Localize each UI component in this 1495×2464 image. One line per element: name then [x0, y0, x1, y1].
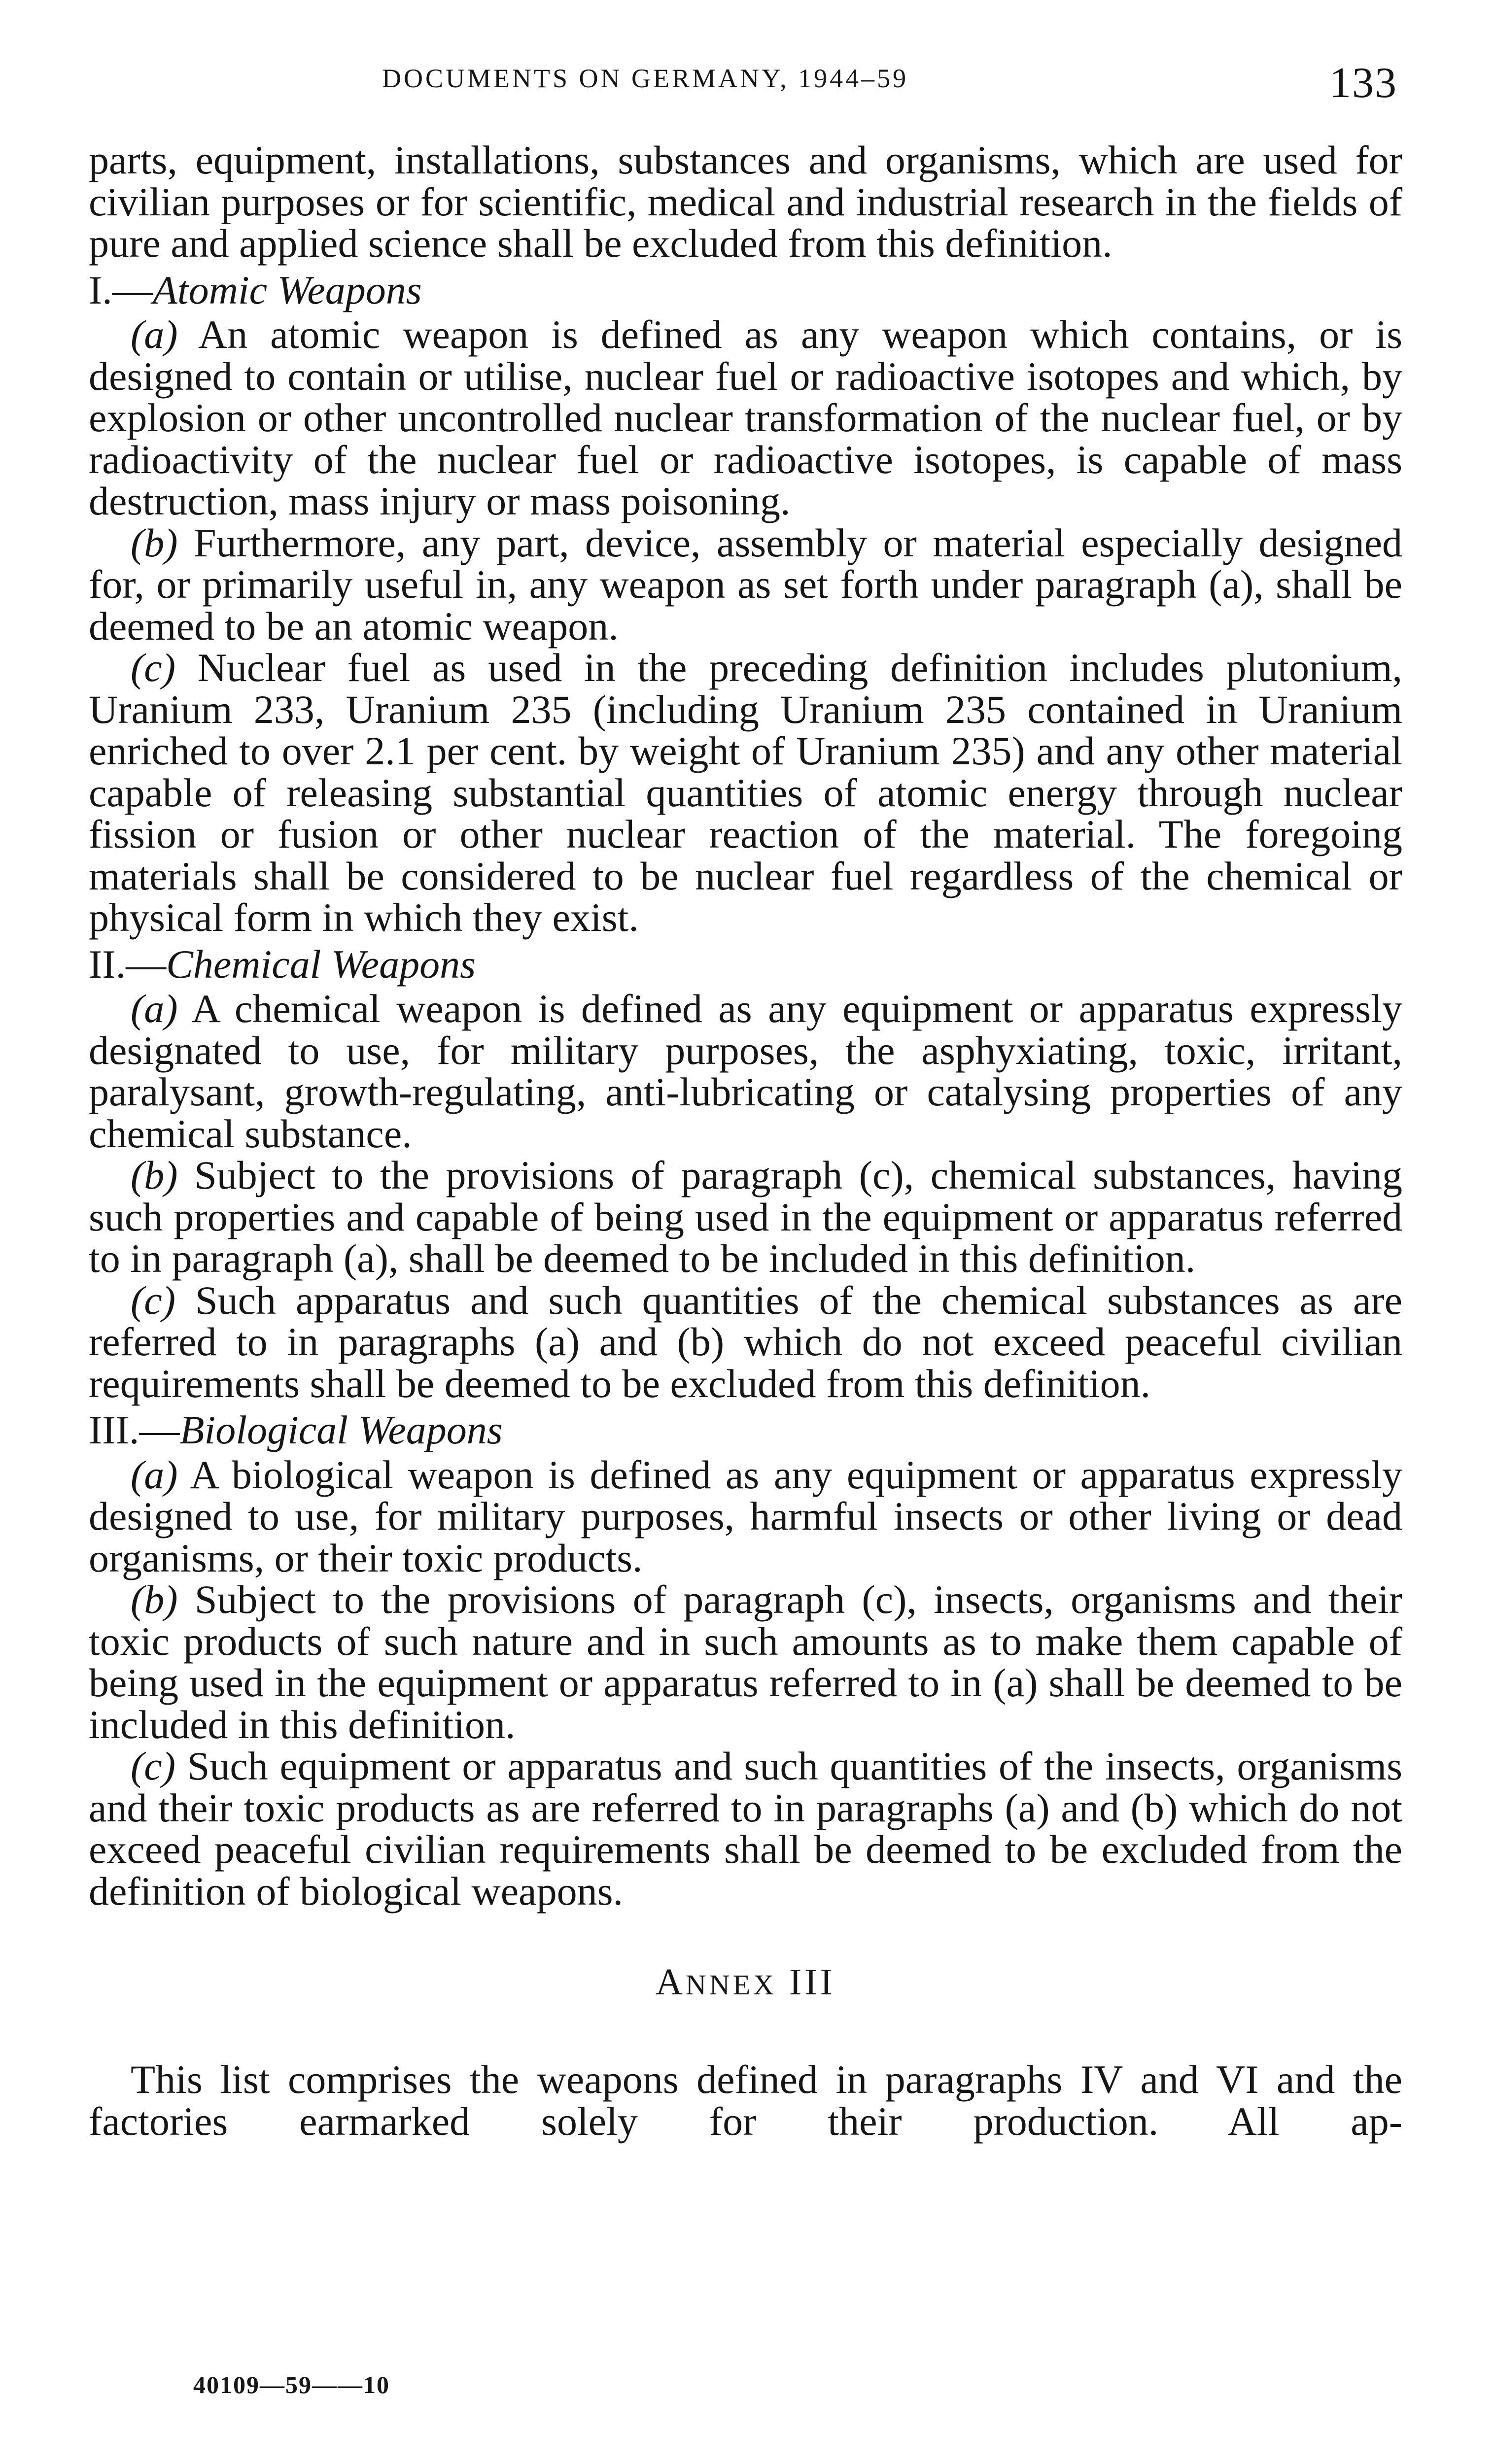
- print-code: 40109—59——10: [193, 2371, 390, 2398]
- paragraph-label: (a): [131, 986, 178, 1031]
- paragraph-text: Subject to the provisions of paragraph (c), chemical substances, having such properties and capable of being used in the equipment or apparatus referred to in paragraph (a), shall be deemed to be included in this definition.: [89, 1153, 1402, 1281]
- chemical-paragraph-c: [89, 1277, 1402, 1406]
- paragraph-text: Such apparatus and such quantities of the chemical substances as are referred to in paragraphs (a) and (b) which do not exceed peaceful civilian requirements shall be deemed to be excluded from this definition.: [89, 1277, 1402, 1406]
- biological-paragraph-a: [89, 1454, 1402, 1579]
- biological-paragraph-b: [89, 1579, 1402, 1745]
- paragraph-label: (b): [131, 1577, 178, 1622]
- section-heading-chemical: [89, 941, 1402, 987]
- annex-title-numeral: III: [789, 1961, 835, 2003]
- atomic-paragraph-a: [89, 314, 1402, 522]
- section-title: Chemical Weapons: [166, 941, 476, 987]
- paragraph-label: (c): [131, 1744, 176, 1788]
- section-numeral: III.—: [89, 1407, 180, 1452]
- page-body: [89, 139, 1402, 2142]
- paragraph-text: A chemical weapon is defined as any equipment or apparatus expressly designated to use, for military purposes, the asphyxiating, toxic, irritant, paralysant, growth-regulating, anti-lubricating or catalysing properties of any chemical substance.: [89, 986, 1402, 1156]
- paragraph-text: Furthermore, any part, device, assembly or material especially designed for, or primarily useful in, any weapon as set forth under paragraph (a), shall be deemed to be an atomic weapon.: [89, 520, 1402, 649]
- paragraph-label: (b): [131, 520, 178, 565]
- section-numeral: II.—: [89, 941, 167, 987]
- paragraph-text: An atomic weapon is defined as any weapon which contains, or is designed to contain or utilise, nuclear fuel or radioactive isotopes and which, by explosion or other uncontrolled nuclear transformation of the nuclear fuel, or by radioactivity of the nuclear fuel or radioactive isotopes, is capable of mass destruction, mass injury or mass poisoning.: [89, 312, 1402, 523]
- paragraph-label: (a): [131, 1452, 178, 1497]
- section-title: Biological Weapons: [179, 1407, 503, 1452]
- annex-title: [89, 1961, 1402, 2006]
- atomic-paragraph-c: [89, 647, 1402, 939]
- paragraph-text: Subject to the provisions of paragraph (c), insects, organisms and their toxic products of such nature and in such amounts as to make them capable of being used in the equipment or apparatus referred to in (a) shall be deemed to be included in this definition.: [89, 1577, 1402, 1747]
- intro-paragraph: parts, equipment, installations, substances and organisms, which are used for civilian purposes or for scientific, medical and industrial research in the fields of pure and applied science shall be excluded from this definition.: [89, 137, 1402, 266]
- paragraph-text: Nuclear fuel as used in the preceding definition includes plutonium, Uranium 233, Uranium 235 (including Uranium 235 contained in Uranium enriched to over 2.1 per cent. by weight of Uranium 235) and any other material capable of releasing substantial quantities of atomic energy through nuclear fission or fusion or other nuclear reaction of the material. The foregoing materials shall be considered to be nuclear fuel regardless of the chemical or physical form in which they exist.: [89, 645, 1403, 940]
- paragraph-label: (c): [131, 1277, 176, 1323]
- annex-paragraph: This list comprises the weapons defined in paragraphs IV and VI and the factories earmarked solely for their production. All ap-: [89, 2057, 1402, 2144]
- chemical-paragraph-a: [89, 988, 1402, 1155]
- paragraph-text: A biological weapon is defined as any equipment or apparatus expressly designed to use, for military purposes, harmful insects or other living or dead organisms, or their toxic products.: [89, 1452, 1403, 1580]
- running-head: DOCUMENTS ON GERMANY, 1944–59: [382, 64, 909, 93]
- annex-title-rest: NNEX: [685, 1969, 777, 2001]
- section-heading-biological: [89, 1409, 1402, 1451]
- section-numeral: I.—: [89, 267, 153, 312]
- chemical-paragraph-b: [89, 1155, 1402, 1280]
- paragraph-label: (c): [131, 645, 176, 690]
- atomic-paragraph-b: [89, 522, 1402, 648]
- paragraph-label: (a): [131, 312, 178, 357]
- page-number: 133: [1329, 59, 1397, 107]
- biological-paragraph-c: [89, 1745, 1402, 1912]
- section-heading-atomic: [89, 267, 1402, 312]
- annex-title-initial: A: [656, 1961, 686, 2003]
- page-header: [89, 59, 1402, 107]
- paragraph-text: Such equipment or apparatus and such quantities of the insects, organisms and their toxic products as are referred to in paragraphs (a) and (b) which do not exceed peaceful civilian requirements shall be deemed to be excluded from the definition of biological weapons.: [89, 1744, 1402, 1914]
- section-title: Atomic Weapons: [152, 267, 422, 312]
- paragraph-label: (b): [131, 1153, 178, 1198]
